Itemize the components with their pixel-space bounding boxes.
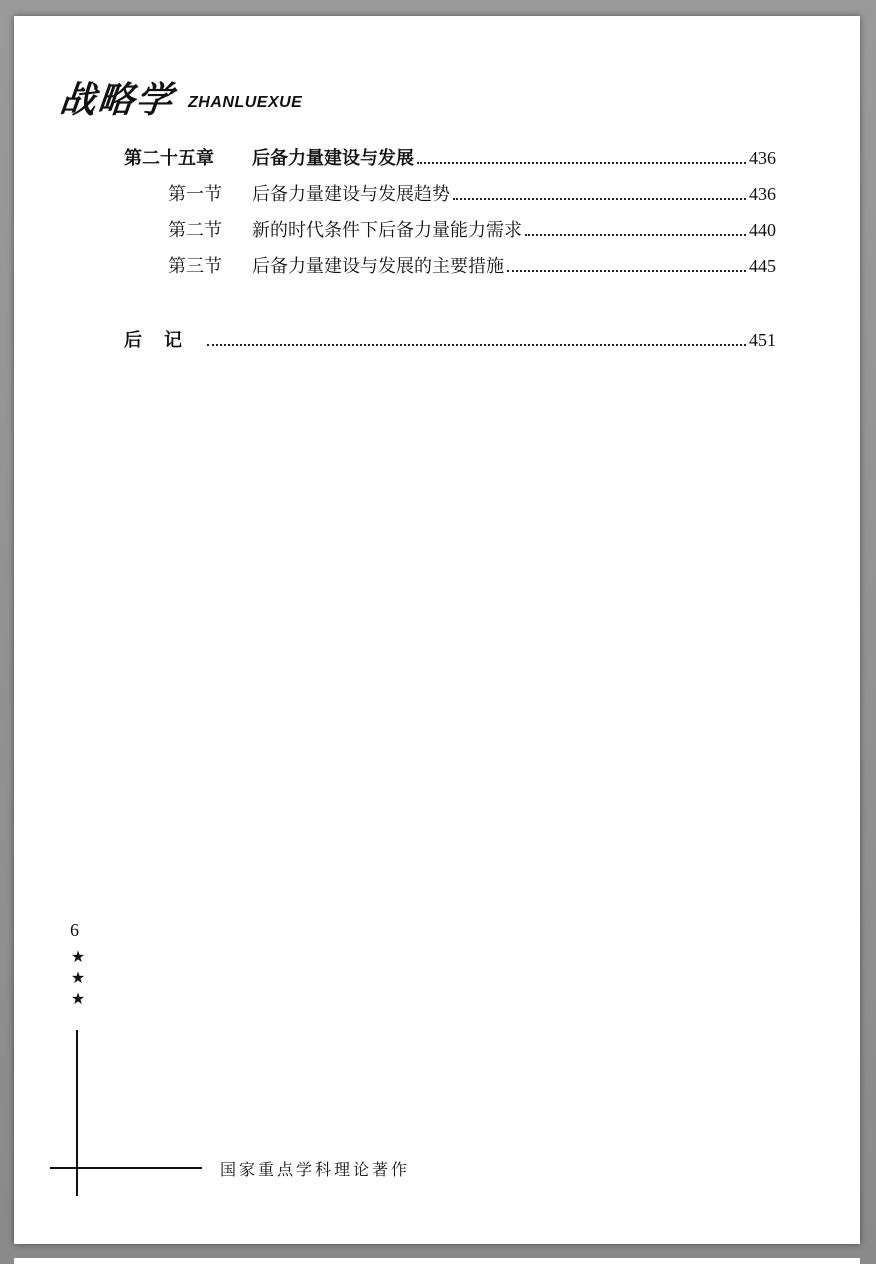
section-page-number: 436 — [749, 184, 776, 204]
table-of-contents — [124, 144, 776, 362]
section-page-number: 445 — [749, 256, 776, 276]
chapter-label: 第二十五章 — [124, 148, 214, 169]
page-number: 6 — [70, 920, 79, 940]
toc-afterword-row[interactable] — [124, 326, 776, 362]
book-title: 战略学 — [57, 79, 176, 121]
afterword-label: 后记 — [124, 330, 204, 351]
chapter-page-number: 436 — [749, 148, 776, 168]
section-title: 后备力量建设与发展趋势 — [252, 184, 450, 205]
dot-leader — [207, 343, 746, 346]
margin-vertical-rule — [76, 1030, 78, 1196]
star-ornament-icon — [69, 946, 87, 1009]
section-label: 第一节 — [168, 184, 222, 205]
book-title-pinyin: ZHANLUEXUE — [188, 94, 303, 111]
afterword-page-number: 451 — [749, 330, 776, 350]
section-page-number: 440 — [749, 220, 776, 240]
dot-leader — [417, 161, 746, 164]
document-page — [14, 16, 860, 1244]
dot-leader — [507, 269, 746, 272]
toc-section-row[interactable] — [124, 216, 776, 252]
series-footer: 国家重点学科理论著作 — [220, 1160, 411, 1179]
toc-section-row[interactable] — [124, 252, 776, 288]
section-label: 第三节 — [168, 256, 222, 277]
chapter-title: 后备力量建设与发展 — [252, 148, 414, 169]
next-page-edge — [14, 1258, 860, 1264]
section-title: 新的时代条件下后备力量能力需求 — [252, 220, 522, 241]
dot-leader — [453, 197, 746, 200]
dot-leader — [525, 233, 746, 236]
footer-horizontal-rule — [50, 1167, 202, 1169]
toc-section-row[interactable] — [124, 180, 776, 216]
section-title: 后备力量建设与发展的主要措施 — [252, 256, 504, 277]
toc-chapter-row[interactable] — [124, 144, 776, 180]
section-label: 第二节 — [168, 220, 222, 241]
stars-text: ★ ★ ★ — [70, 947, 86, 1008]
